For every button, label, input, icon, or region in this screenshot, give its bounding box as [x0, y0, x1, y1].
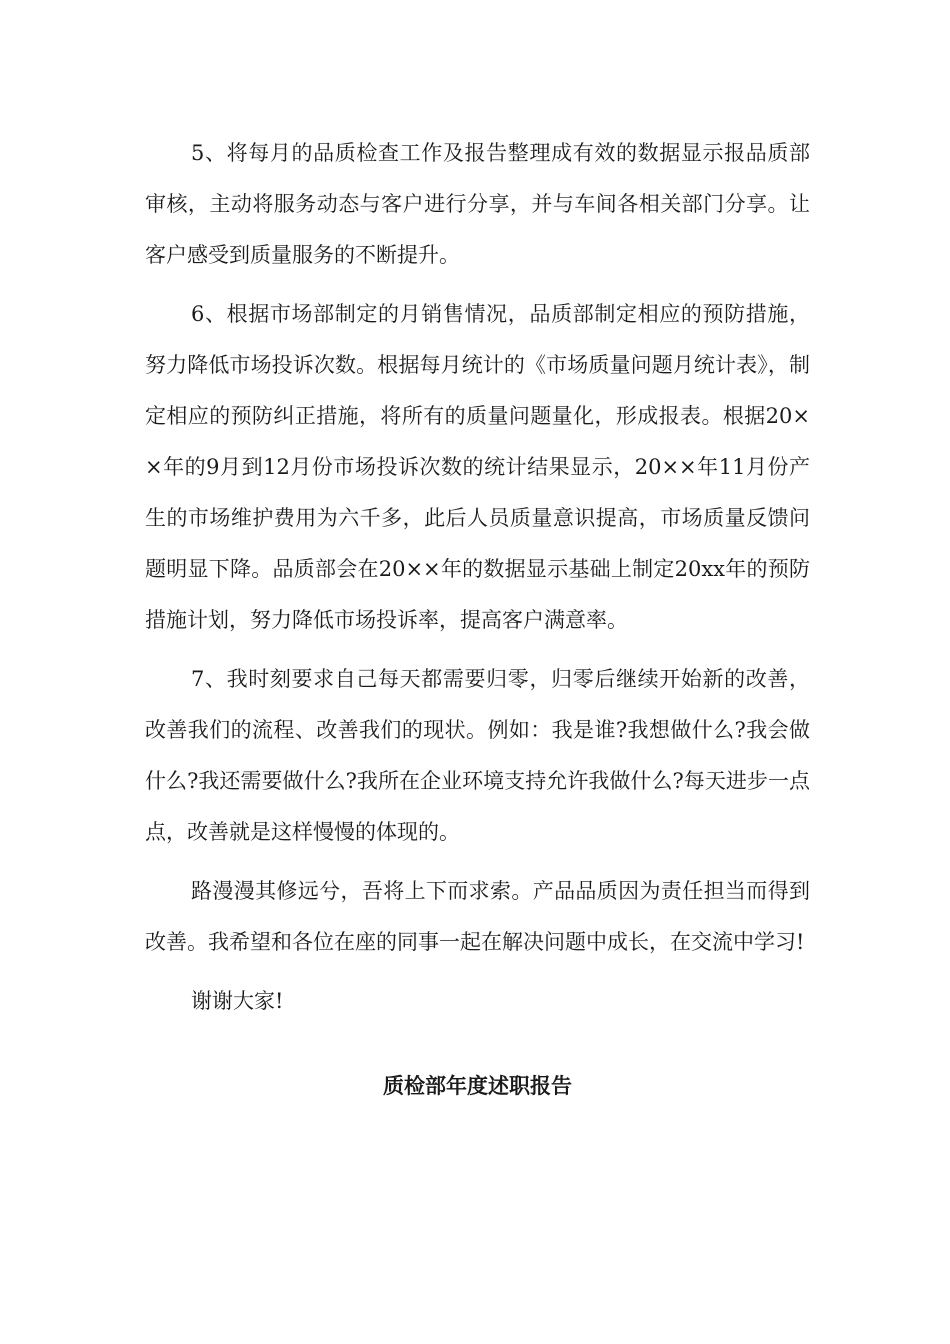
thanks-paragraph: 谢谢大家!	[191, 989, 284, 1013]
section-title: 质检部年度述职报告	[383, 1073, 572, 1098]
paragraph-item-6: 6、根据市场部制定的月销售情况，品质部制定相应的预防措施，努力降低市场投诉次数。根据每月统计的《市场质量问题月统计表》，制定相应的预防纠正措施，将所有的质量问题量化，形成报表。根据20××年的9月到12月份市场投诉次数的统计结果显示，20××年11月份产生的市场维护费用为六千多，此后人员质量意识提高，市场质量反馈问题明显下降。品质部会在20××年的数据显示基础上制定20xx年的预防措施计划，努力降低市场投诉率，提高客户满意率。	[145, 302, 810, 632]
paragraph-item-7: 7、我时刻要求自己每天都需要归零，归零后继续开始新的改善，改善我们的流程、改善我们的现状。例如：我是谁?我想做什么?我会做什么?我还需要做什么?我所在企业环境支持允许我做什么?每天进步一点点，改善就是这样慢慢的体现的。	[145, 667, 810, 844]
paragraph-item-5: 5、将每月的品质检查工作及报告整理成有效的数据显示报品质部审核，主动将服务动态与客户进行分享，并与车间各相关部门分享。让客户感受到质量服务的不断提升。	[145, 141, 810, 267]
closing-paragraph: 路漫漫其修远兮，吾将上下而求索。产品品质因为责任担当而得到改善。我希望和各位在座的同事一起在解决问题中成长，在交流中学习!	[145, 879, 810, 954]
document-body	[145, 128, 810, 1111]
